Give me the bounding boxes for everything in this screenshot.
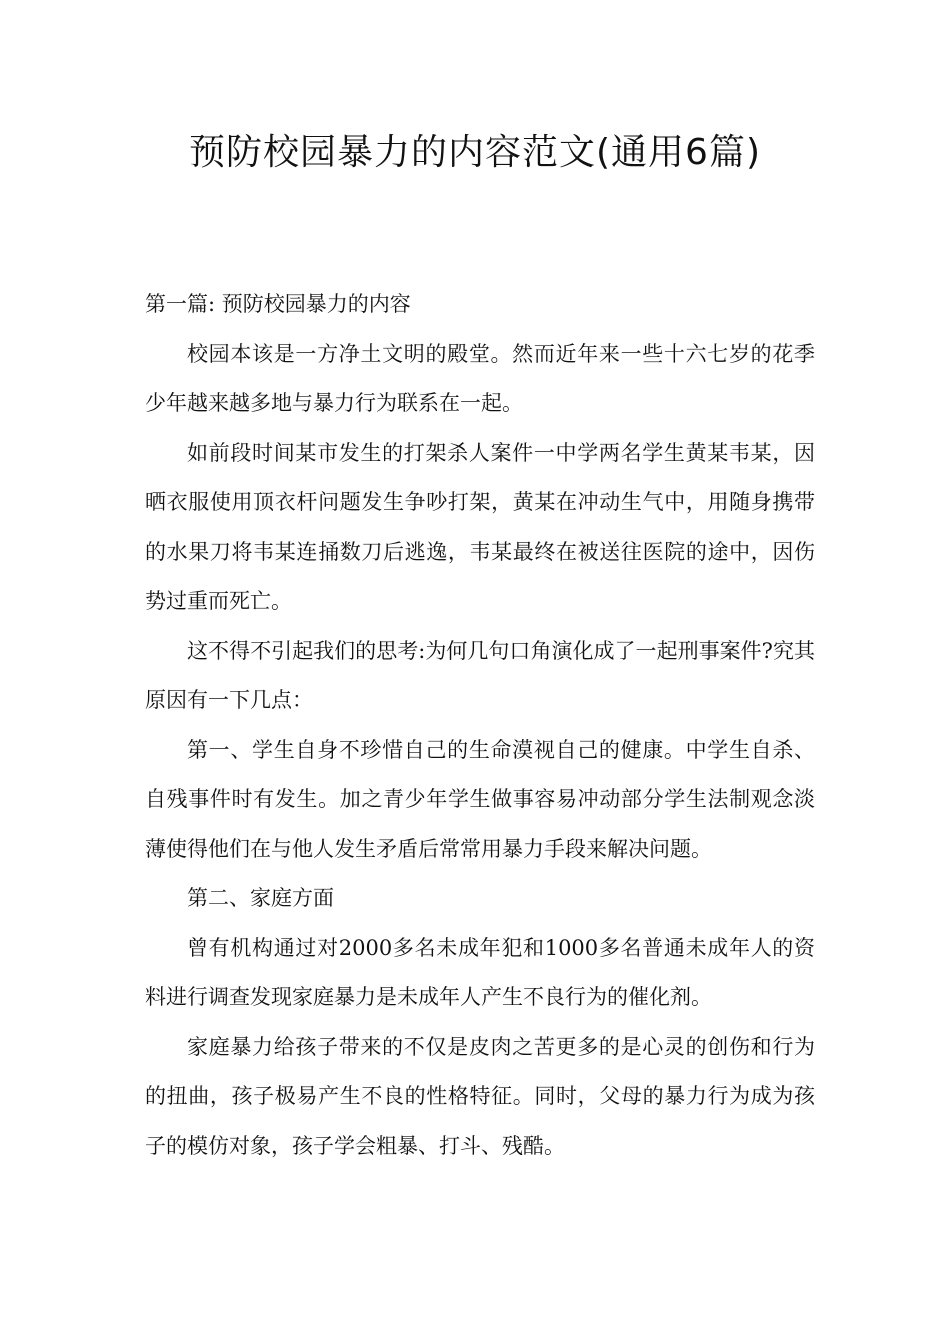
paragraph: 如前段时间某市发生的打架杀人案件一中学两名学生黄某韦某，因晒衣服使用顶衣杆问题发生争吵打架，黄某在冲动生气中，用随身携带的水果刀将韦某连捅数刀后逃逸，韦某最终在被送往医院的途中，因伤势过重而死亡。	[145, 440, 815, 613]
document-body	[145, 280, 815, 1171]
paragraph: 曾有机构通过对2000多名未成年犯和1000多名普通未成年人的资料进行调查发现家庭暴力是未成年人产生不良行为的催化剂。	[145, 935, 815, 1009]
paragraph: 第一、学生自身不珍惜自己的生命漠视自己的健康。中学生自杀、自残事件时有发生。加之青少年学生做事容易冲动部分学生法制观念淡薄使得他们在与他人发生矛盾后常常用暴力手段来解决问题。	[145, 737, 815, 861]
paragraph: 这不得不引起我们的思考:为何几句口角演化成了一起刑事案件?究其原因有一下几点：	[145, 638, 815, 712]
document-title: 预防校园暴力的内容范文(通用6篇)	[189, 132, 761, 173]
paragraph: 家庭暴力给孩子带来的不仅是皮肉之苦更多的是心灵的创伤和行为的扭曲，孩子极易产生不良的性格特征。同时，父母的暴力行为成为孩子的模仿对象，孩子学会粗暴、打斗、残酷。	[145, 1034, 815, 1158]
paragraph: 校园本该是一方净土文明的殿堂。然而近年来一些十六七岁的花季少年越来越多地与暴力行为联系在一起。	[145, 341, 815, 415]
section-heading: 第一篇: 预防校园暴力的内容	[145, 292, 411, 316]
subheading-family: 第二、家庭方面	[187, 886, 334, 910]
